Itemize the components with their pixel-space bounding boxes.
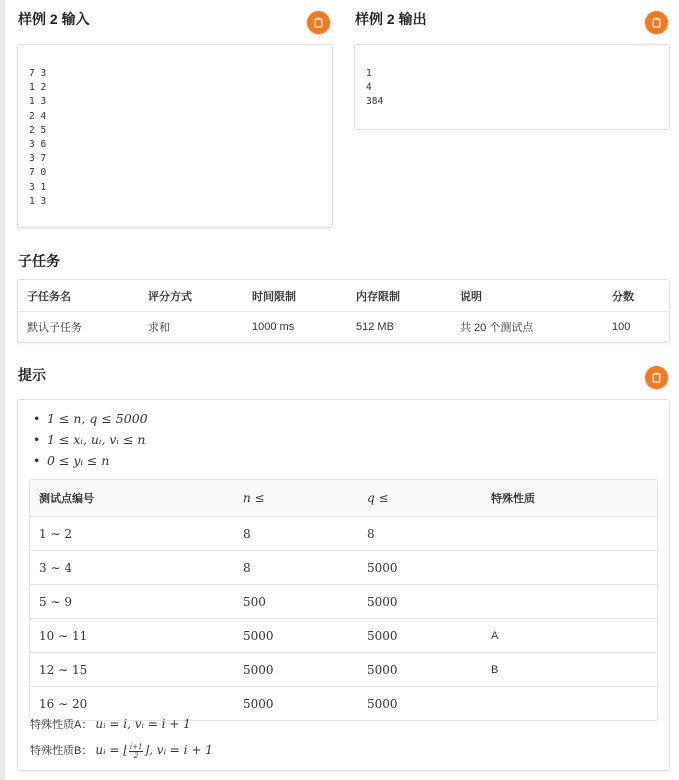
n-limit: 5000 [234, 653, 358, 687]
property-b-formula-rhs: ⌋, vᵢ = i + 1 [144, 743, 213, 757]
constraints-list [23, 408, 148, 471]
list-item: • 1 ≤ n, q ≤ 5000 [23, 408, 148, 429]
table-row [30, 585, 657, 619]
q-limit: 5000 [358, 585, 482, 619]
q-limit: 8 [358, 517, 482, 551]
testcase-table [30, 480, 657, 720]
col-scoring: 评分方式 [139, 280, 243, 312]
copy-sample2-input-button[interactable] [307, 11, 330, 34]
property-a [30, 716, 191, 732]
subtask-name: 默认子任务 [27, 322, 82, 334]
property-a-formula: uᵢ = i, vᵢ = i + 1 [95, 717, 191, 731]
special-property [482, 687, 657, 721]
n-limit: 8 [234, 551, 358, 585]
col-testcase-id: 测试点编号 [30, 480, 234, 517]
n-limit: 5000 [234, 619, 358, 653]
subtasks-header-row [18, 280, 669, 312]
col-subtask-name: 子任务名 [18, 280, 139, 312]
property-b-fraction [129, 743, 144, 760]
sample2-output-code: 1 4 384 [366, 68, 384, 108]
testcase-id: 5 ∼ 9 [30, 585, 234, 619]
col-score: 分数 [603, 280, 669, 312]
table-row [18, 312, 669, 343]
list-item: • 0 ≤ yᵢ ≤ n [23, 450, 148, 471]
subtasks-table [18, 280, 669, 342]
copy-sample2-output-button[interactable] [645, 11, 668, 34]
special-property [482, 551, 657, 585]
n-limit: 500 [234, 585, 358, 619]
col-description: 说明 [451, 280, 603, 312]
hints-box [17, 399, 670, 771]
testcase-id: 10 ∼ 11 [30, 619, 234, 653]
testcase-header-row [30, 480, 657, 517]
q-limit: 5000 [358, 619, 482, 653]
table-row [30, 687, 657, 721]
col-q-limit: q ≤ [358, 480, 482, 517]
subtask-description: 共 20 个测试点 [460, 322, 534, 334]
property-b-formula-lhs: uᵢ = ⌊ [95, 743, 128, 757]
sample2-input-code: 7 3 1 2 1 3 2 4 2 5 3 6 3 7 7 0 3 1 1 3 [29, 68, 47, 207]
fraction-denominator: 2 [133, 751, 139, 760]
list-item: • 1 ≤ xᵢ, uᵢ, vᵢ ≤ n [23, 429, 148, 450]
n-limit: 8 [234, 517, 358, 551]
left-border [0, 0, 5, 780]
property-a-label: 特殊性质A： [30, 719, 93, 731]
col-memory-limit: 内存限制 [347, 280, 451, 312]
table-row [30, 517, 657, 551]
copy-hints-button[interactable] [645, 366, 668, 389]
col-time-limit: 时间限制 [243, 280, 347, 312]
subtask-scoring: 求和 [148, 322, 170, 334]
table-row [30, 619, 657, 653]
sample2-output-box [354, 44, 670, 130]
sample2-output-title: 样例 2 输出 [355, 11, 427, 27]
testcase-id: 16 ∼ 20 [39, 696, 88, 711]
subtasks-table-box [17, 279, 670, 343]
q-limit: 5000 [367, 696, 398, 711]
col-special-property: 特殊性质 [482, 480, 657, 517]
q-limit: 5000 [358, 653, 482, 687]
subtasks-title: 子任务 [18, 253, 60, 269]
testcase-id: 1 ∼ 2 [30, 517, 234, 551]
fraction-numerator: i+1 [129, 742, 143, 751]
table-row [30, 653, 657, 687]
q-limit: 5000 [358, 551, 482, 585]
clipboard-icon [651, 372, 662, 383]
special-property [482, 585, 657, 619]
property-b [30, 742, 213, 760]
col-n-limit: n ≤ [234, 480, 358, 517]
sample2-input-box [17, 44, 333, 228]
n-limit: 5000 [243, 696, 274, 711]
subtask-time-limit: 1000 ms [252, 321, 295, 333]
special-property: B [482, 653, 657, 687]
hints-title: 提示 [18, 367, 46, 383]
property-b-label: 特殊性质B： [30, 745, 93, 757]
special-property: A [482, 619, 657, 653]
testcase-id: 12 ∼ 15 [30, 653, 234, 687]
subtask-memory-limit: 512 MB [356, 321, 394, 333]
subtask-score: 100 [612, 321, 631, 333]
testcase-table-box [29, 479, 658, 721]
table-row [30, 551, 657, 585]
clipboard-icon [313, 17, 324, 28]
testcase-id: 3 ∼ 4 [30, 551, 234, 585]
special-property [482, 517, 657, 551]
clipboard-icon [651, 17, 662, 28]
sample2-input-title: 样例 2 输入 [18, 11, 90, 27]
